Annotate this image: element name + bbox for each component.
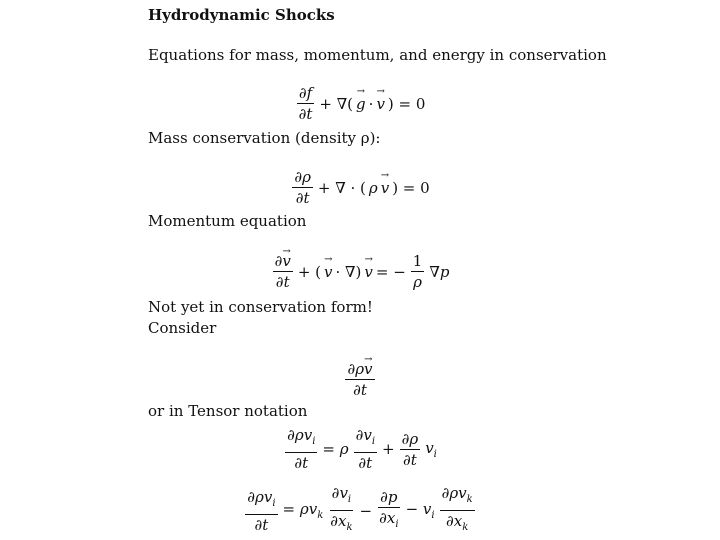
equation-tensor-momentum: $\frac{\partial\rho v_i}{\partial t}$ = $\rho v_k$ $\frac{\partial v_i}{\partial x_k}$ − $\frac{\partial p}{\partial x_i}$ − $v_i$ $\frac{\partial\rho v_k}{\partial x_k}$ xyxy=(247,484,473,534)
equation-momentum: $\frac{\partial\to v}{\partial t}$ + ( → v · ∇) → v = − $\frac{1}{\rho}$ ∇p xyxy=(0,252,720,291)
equation-mass-conservation: $\frac{\partial\rho}{\partial t}$ + ∇ · ( ρ → v ) = 0 xyxy=(0,168,720,207)
equation-momentum-density: $\frac{\partial\rho\to v}{\partial t}$ xyxy=(0,360,720,399)
tensor-text: or in Tensor notation xyxy=(148,402,308,420)
not-yet-text: Not yet in conservation form! xyxy=(148,298,373,316)
mass-conservation-text: Mass conservation (density ρ): xyxy=(148,129,381,147)
consider-text: Consider xyxy=(148,319,217,337)
intro-text: Equations for mass, momentum, and energy in conservation xyxy=(148,46,607,64)
equation-tensor-product-rule: $\frac{\partial\rho v_i}{\partial t}$ = ρ $\frac{\partial v_i}{\partial t}$ + $\frac{\partial\rho}{\partial t}$ $v_i$ xyxy=(287,426,437,472)
equation-continuity-general: $\frac{\partial f}{\partial t}$ + ∇( → g · → v ) = 0 xyxy=(0,84,720,123)
slide-title: Hydrodynamic Shocks xyxy=(148,6,335,24)
momentum-text: Momentum equation xyxy=(148,212,307,230)
